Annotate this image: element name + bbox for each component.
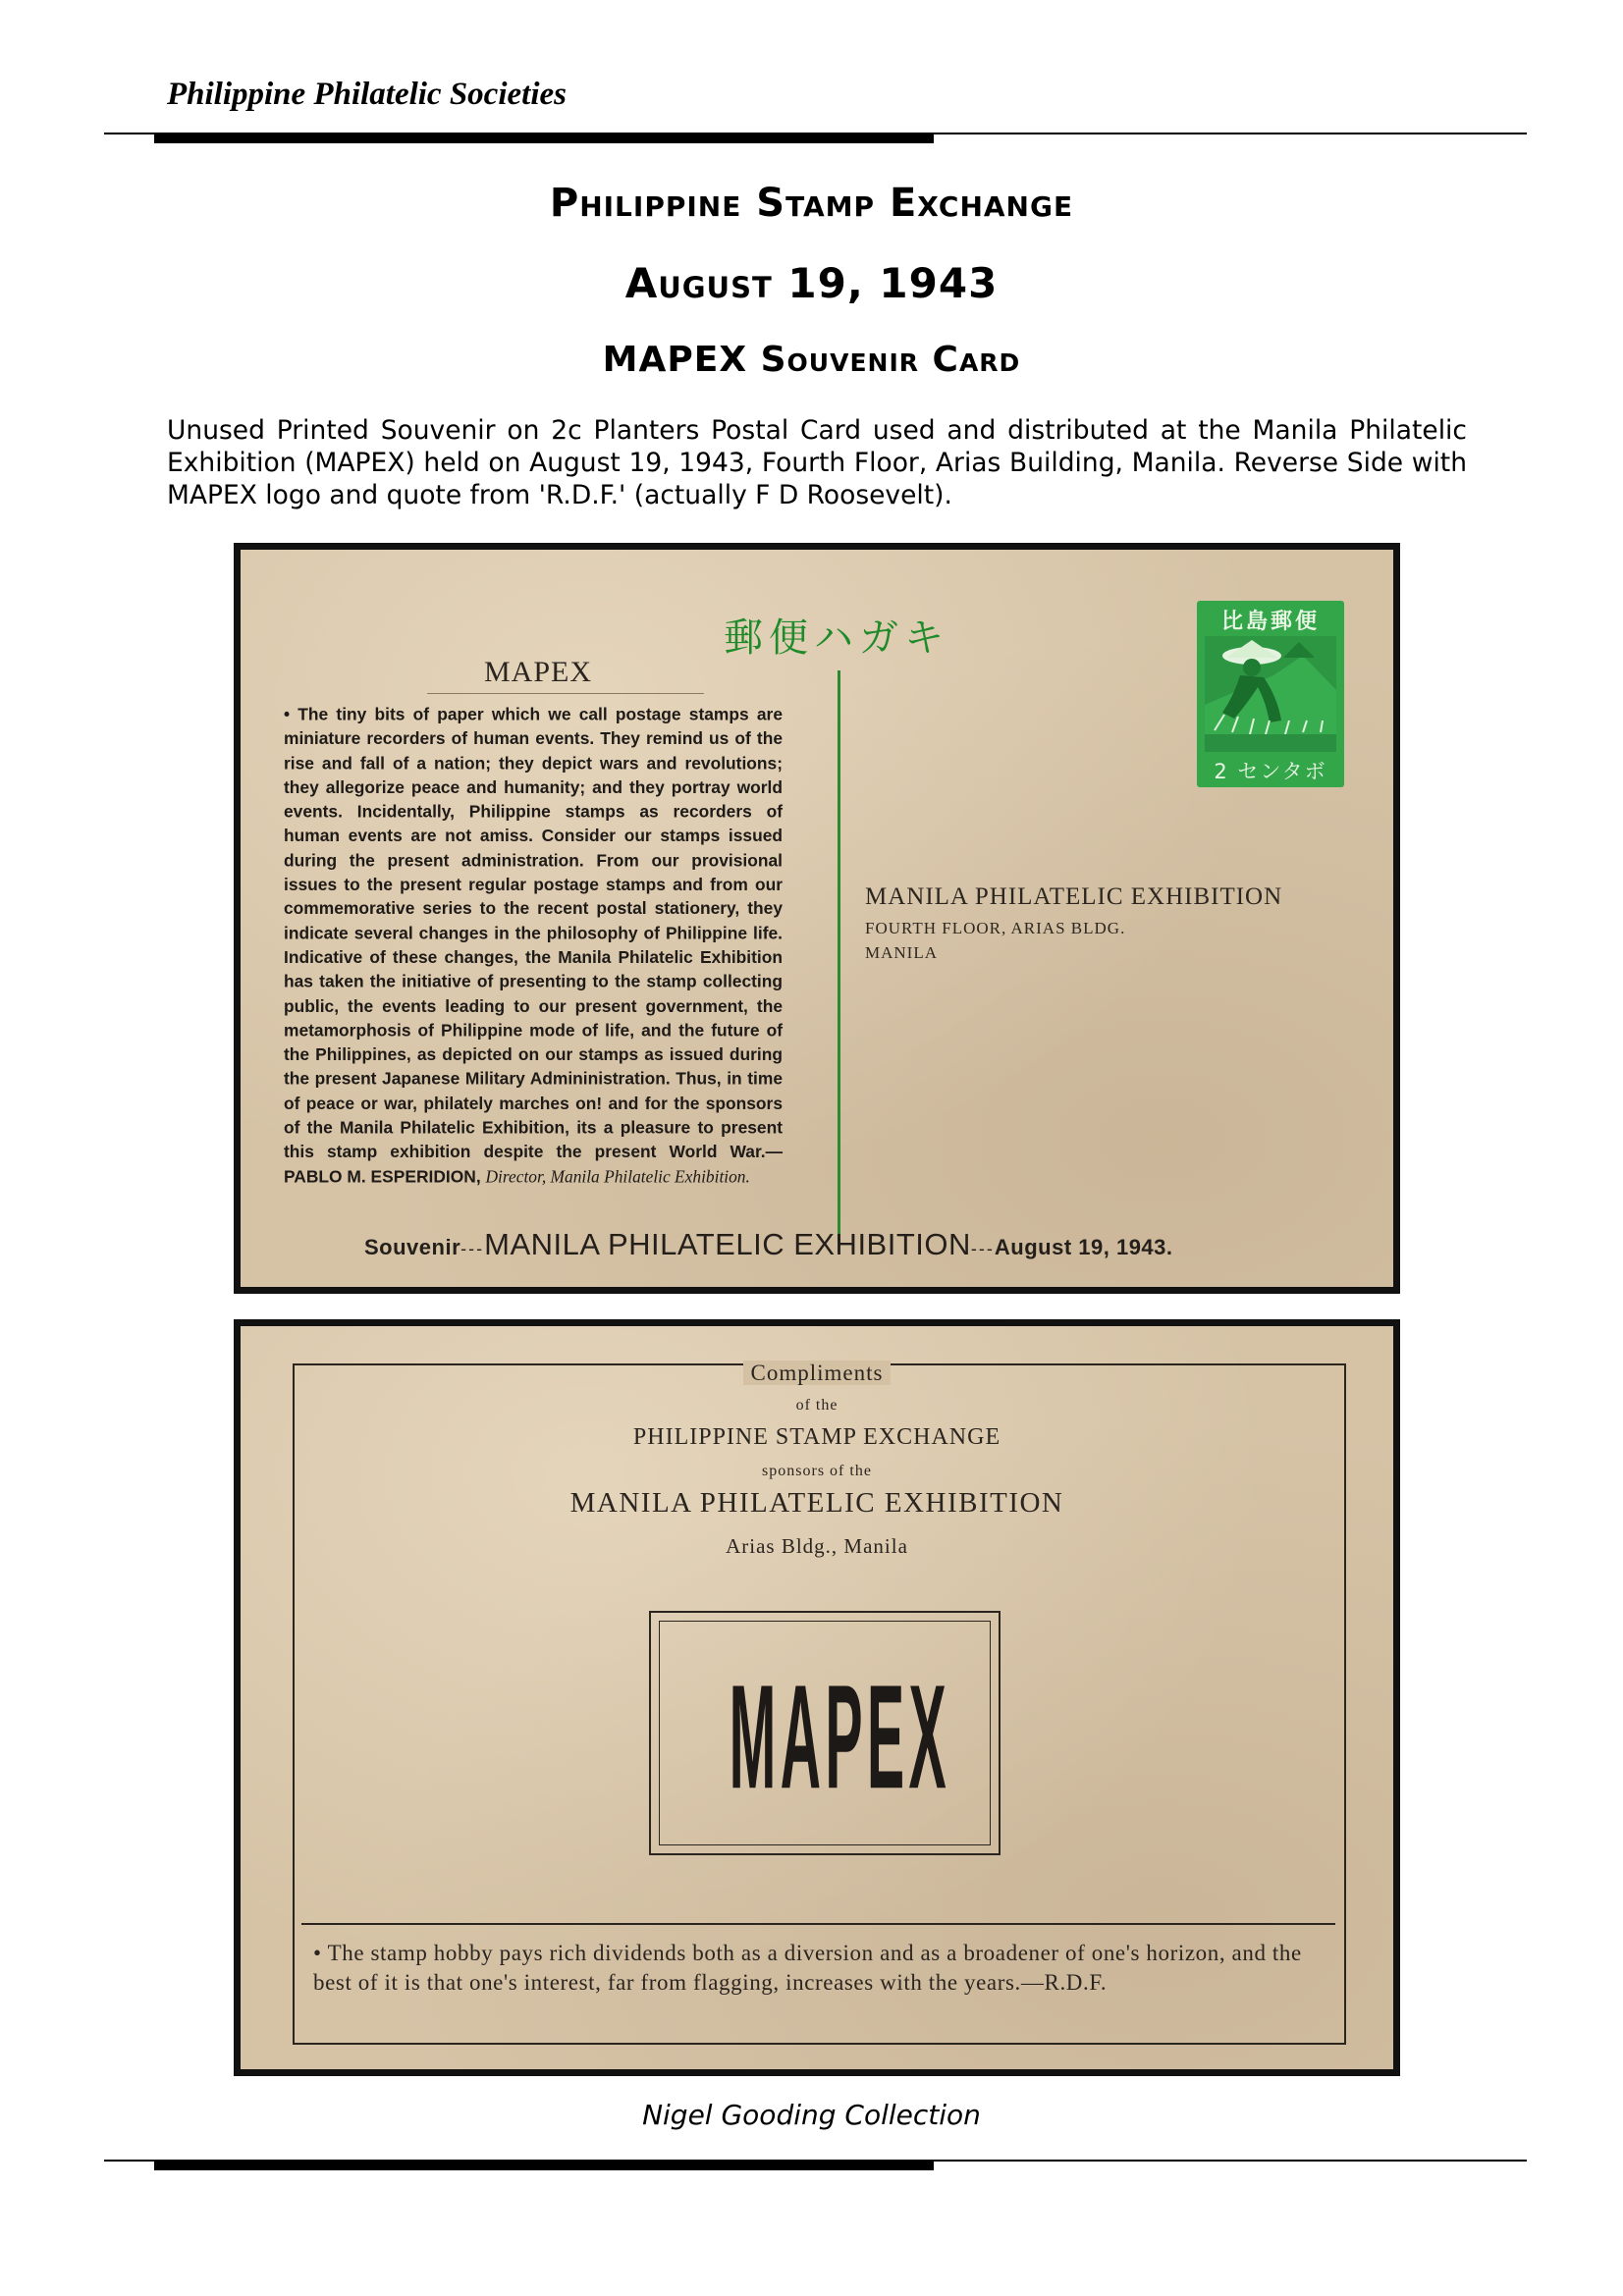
souvenir-card-front — [234, 543, 1400, 1294]
compliments-heading — [241, 1361, 1393, 1386]
souvenir-card-back — [234, 1319, 1400, 2076]
stamp-top-text: 比島郵便 — [1220, 610, 1320, 634]
footer-souvenir: Souvenir — [364, 1235, 461, 1259]
card-divider-line — [838, 670, 840, 1242]
footer-date: August 19, 1943. — [994, 1235, 1173, 1259]
page-title: Philippine Stamp Exchange — [549, 181, 1074, 226]
page-date-title: August 19, 1943 — [624, 259, 999, 307]
japanese-postcard-header: 郵便ハガキ — [724, 615, 949, 661]
quote-rule — [301, 1923, 1335, 1925]
address-line-1: MANILA PHILATELIC EXHIBITION — [865, 883, 1283, 910]
header-rule-bar — [154, 133, 934, 143]
signature-name: PABLO M. ESPERIDION, — [284, 1165, 481, 1187]
rice-planter-image — [1205, 636, 1336, 752]
page-subtitle: MAPEX Souvenir Card — [602, 340, 1021, 380]
card-heading: MAPEX — [484, 656, 593, 688]
footer-exhibition: MANILA PHILATELIC EXHIBITION — [484, 1227, 971, 1261]
stamp-value-text: 2 センタボ — [1214, 760, 1327, 783]
exchange-name: PHILIPPINE STAMP EXCHANGE — [632, 1424, 1001, 1450]
heading-rule — [427, 693, 704, 694]
footer-dash-2: --- — [970, 1239, 995, 1258]
address-line-2: FOURTH FLOOR, ARIAS BLDG. — [865, 919, 1126, 937]
indicia-stamp — [1197, 601, 1344, 787]
souvenir-body: • The tiny bits of paper which we call postage stamps are miniature recorders of human events. They remind us of the rise and fall of a nation; they depict wars and revolutions; they allegorize peace and humanity; and they portray world events. Incidentally, Philippine stamps as recorders of human events are not amiss. Consider our stamps issued during the present administration. From our provisional issues to the present regular postage stamps and from our commemorative series to the recent postal stationery, they indicate several changes in the philosophy of Philippine life. Indicative of these changes, the Manila Philatelic Exhibition has taken the initiative of presenting to the stamp collecting public, the events leading to our present government, the metamorphosis of Philippine mode of life, and the future of the Philippines, as depicted on our stamps as issued during the present Japanese Military Admininistration. Thus, in time of peace or war, philately marches on! and for the sponsors of the Manila Philatelic Exhibition, its a pleasure to present this stamp exhibition despite the present World War.— — [284, 704, 783, 1162]
exhibition-address: Arias Bldg., Manila — [726, 1534, 908, 1558]
of-the-text: of the — [795, 1397, 839, 1414]
compliments-text: Compliments — [743, 1361, 892, 1385]
signature-title: Director, Manila Philatelic Exhibition. — [485, 1165, 750, 1187]
mapex-logo-box — [649, 1611, 1001, 1855]
rdf-quote: • The stamp hobby pays rich dividends both as a diversion and as a broadener of one's horizon, and the best of it is that one's interest, far from flagging, increases with the years.—R.D.F. — [313, 1941, 1302, 1995]
description-paragraph: Unused Printed Souvenir on 2c Planters Postal Card used and distributed at the Manila Philatelic Exhibition (MAPEX) held on August 19, 1943, Fourth Floor, Arias Building, Manila. Reverse Side with MAPEX logo and quote from 'R.D.F.' (actually F D Roosevelt). — [167, 415, 1467, 510]
sponsors-text: sponsors of the — [762, 1463, 872, 1479]
running-head: Philippine Philatelic Societies — [167, 77, 567, 112]
exhibition-name: MANILA PHILATELIC EXHIBITION — [569, 1487, 1064, 1519]
collection-credit: Nigel Gooding Collection — [642, 2099, 981, 2131]
footer-dash-1: --- — [460, 1239, 485, 1258]
footer-rule-bar — [154, 2160, 934, 2170]
souvenir-text — [284, 702, 783, 1189]
card-footer — [364, 1227, 1173, 1262]
address-line-3: MANILA — [865, 943, 938, 962]
mapex-logo: MAPEX — [729, 1655, 951, 1821]
